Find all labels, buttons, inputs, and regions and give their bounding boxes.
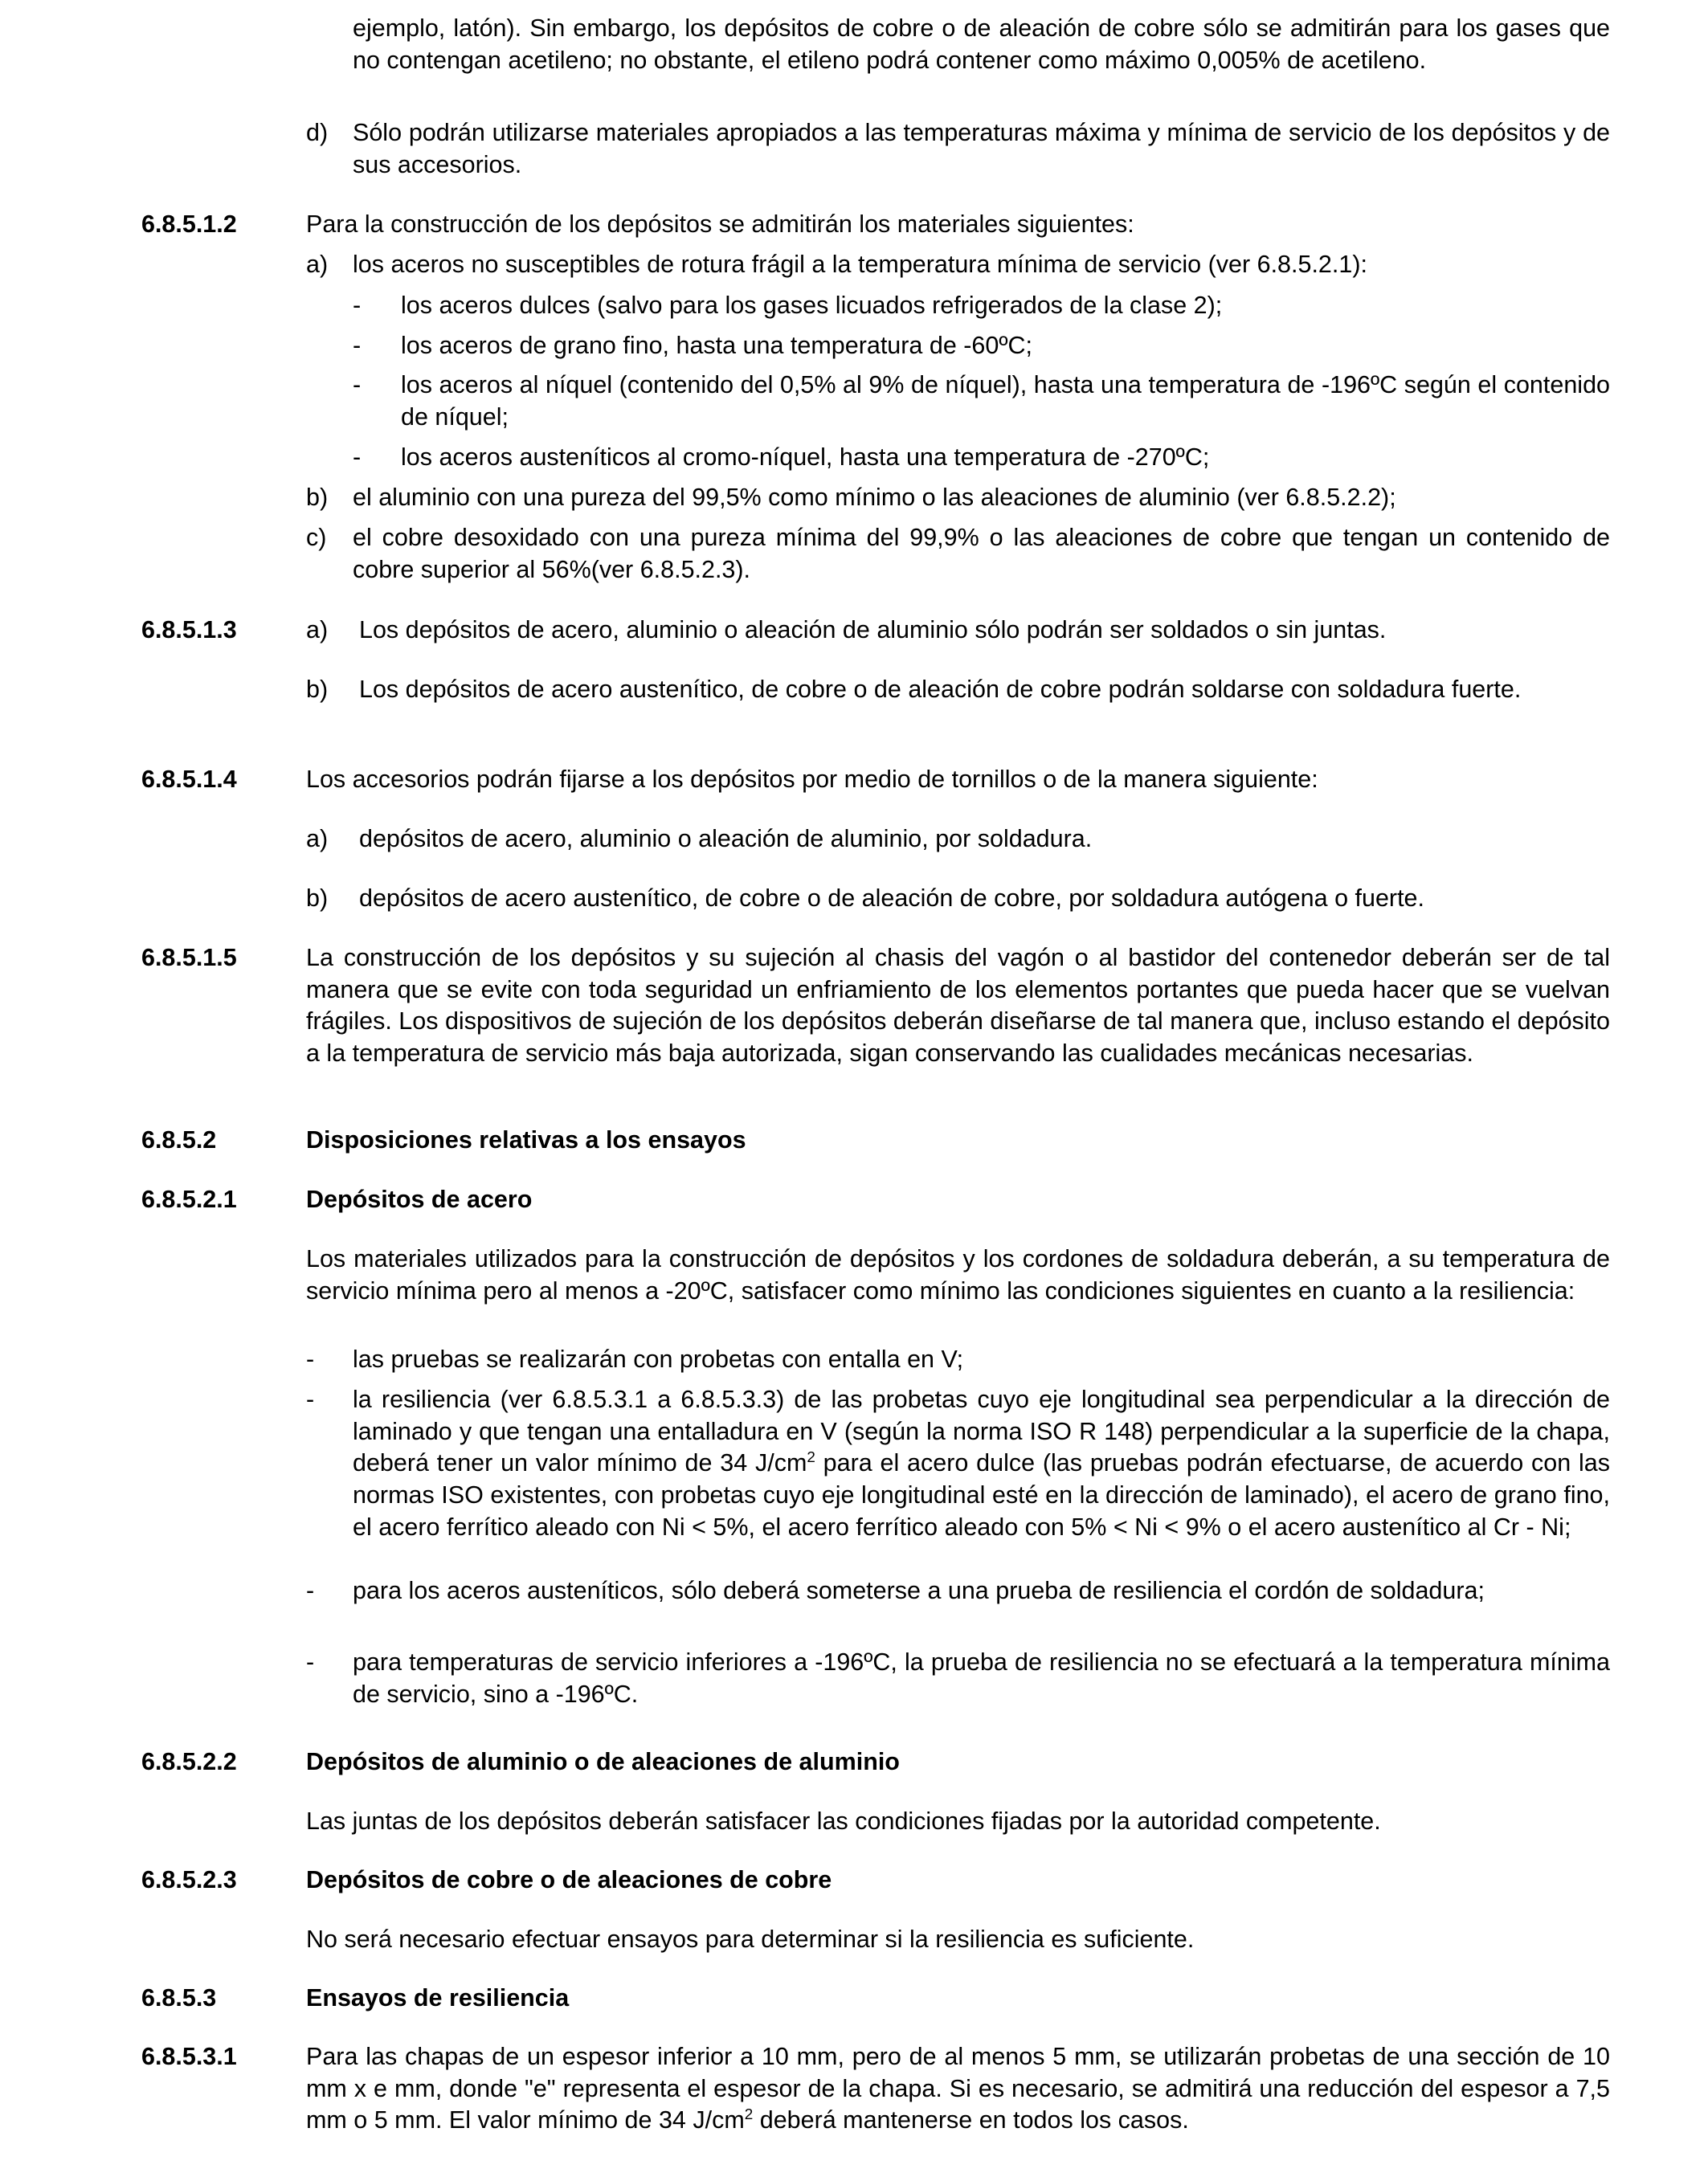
paragraph-text: el cobre desoxidado con una pureza mínima del 99,9% o las aleaciones de cobre que tengan un contenido de cobre superior al 56%(ver 6.8.5.2.3).	[353, 524, 1610, 583]
dash-item	[306, 1575, 1610, 1607]
dash-bullet: -	[306, 1577, 315, 1604]
section-heading: Disposiciones relativas a los ensayos	[306, 1126, 746, 1154]
dash-bullet: -	[353, 371, 362, 398]
section-number: 6.8.5.2.3	[141, 1866, 237, 1893]
paragraph-text: los aceros al níquel (contenido del 0,5% al 9% de níquel), hasta una temperatura de -196ºC según el contenido de níquel;	[401, 371, 1610, 431]
section-heading: Depósitos de aluminio o de aleaciones de aluminio	[306, 1748, 900, 1775]
paragraph-text: Los materiales utilizados para la construcción de depósitos y los cordones de soldadura deberán, a su temperatura de servicio mínima pero al menos a -20ºC, satisfacer como mínimo las condiciones siguientes en cuanto a la resiliencia:	[306, 1245, 1610, 1305]
paragraph-text	[353, 1384, 1610, 1543]
dash-bullet: -	[306, 1386, 315, 1413]
paragraph-text: las pruebas se realizarán con probetas con entalla en V;	[353, 1346, 964, 1373]
text-run: Para las chapas de un espesor inferior a 10 mm, pero de al menos 5 mm, se utilizarán probetas de una sección de 10 mm x e mm, donde "e" representa el espesor de la chapa. Si es necesario, se admitirá una reducción del espesor a 7,5 mm o 5 mm. El valor mínimo de 34 J/cm	[306, 2043, 1610, 2134]
dash-bullet: -	[306, 1346, 315, 1373]
section-number: 6.8.5.1.5	[141, 944, 237, 971]
dash-bullet: -	[306, 1648, 315, 1676]
list-label: d)	[306, 119, 329, 146]
section-heading: Ensayos de resiliencia	[306, 1984, 570, 2012]
paragraph-text: Las juntas de los depósitos deberán satisfacer las condiciones fijadas por la autoridad competente.	[306, 1807, 1381, 1835]
list-label: a)	[306, 616, 329, 643]
section-number: 6.8.5.2.2	[141, 1748, 237, 1775]
dash-item	[306, 1384, 1610, 1543]
paragraph-text: Para la construcción de los depósitos se admitirán los materiales siguientes:	[306, 210, 1134, 238]
list-item-b	[306, 674, 1610, 706]
paragraph-text: Sólo podrán utilizarse materiales apropiados a las temperaturas máxima y mínima de servicio de los depósitos y de sus accesorios.	[353, 119, 1610, 178]
dash-bullet: -	[353, 443, 362, 471]
paragraph-text: Los depósitos de acero, aluminio o aleación de aluminio sólo podrán ser soldados o sin juntas.	[359, 616, 1387, 643]
paragraph-text: depósitos de acero austenítico, de cobre o de aleación de cobre, por soldadura autógena o fuerte.	[359, 884, 1424, 912]
paragraph-text: No será necesario efectuar ensayos para determinar si la resiliencia es suficiente.	[306, 1926, 1195, 1953]
paragraph-text: los aceros dulces (salvo para los gases licuados refrigerados de la clase 2);	[401, 292, 1223, 319]
list-item-a	[306, 823, 1610, 856]
paragraph-text: para los aceros austeníticos, sólo deberá someterse a una prueba de resiliencia el cordón de soldadura;	[353, 1577, 1485, 1604]
list-item-d	[306, 117, 1610, 181]
paragraph-text: los aceros de grano fino, hasta una temperatura de -60ºC;	[401, 332, 1032, 359]
section-number: 6.8.5.1.3	[141, 616, 237, 643]
paragraph-text: los aceros no susceptibles de rotura frágil a la temperatura mínima de servicio (ver 6.8.5.2.1):	[353, 251, 1367, 278]
list-item-a	[306, 249, 1610, 281]
superscript: 2	[807, 1449, 815, 1467]
paragraph-text: La construcción de los depósitos y su sujeción al chasis del vagón o al bastidor del contenedor deberán ser de tal manera que se evite con toda seguridad un enfriamiento de los elementos portantes que pueda hacer que se vuelvan frágiles. Los dispositivos de sujeción de los depósitos deberán diseñarse de tal manera que, incluso estando el depósito a la temperatura de servicio más baja autorizada, sigan conservando las cualidades mecánicas necesarias.	[306, 944, 1610, 1067]
section-number: 6.8.5.1.2	[141, 210, 237, 238]
dash-item	[306, 1647, 1610, 1710]
paragraph-text: el aluminio con una pureza del 99,5% como mínimo o las aleaciones de aluminio (ver 6.8.5.2.2);	[353, 484, 1396, 511]
section-number: 6.8.5.2	[141, 1126, 217, 1154]
section-heading: Depósitos de cobre o de aleaciones de cobre	[306, 1866, 832, 1893]
text-run: deberá mantenerse en todos los casos.	[753, 2106, 1189, 2134]
list-label: a)	[306, 825, 329, 852]
list-label: c)	[306, 524, 327, 551]
dash-item	[353, 330, 1610, 362]
list-item-b	[306, 482, 1610, 514]
list-label: b)	[306, 484, 329, 511]
list-label: a)	[306, 251, 329, 278]
paragraph-text: los aceros austeníticos al cromo-níquel, hasta una temperatura de -270ºC;	[401, 443, 1210, 471]
list-item-c	[306, 522, 1610, 586]
list-item-c-continued	[306, 13, 1610, 76]
section-number: 6.8.5.3	[141, 1984, 217, 2012]
section-number: 6.8.5.3.1	[141, 2043, 237, 2070]
list-item-a	[306, 615, 1610, 647]
paragraph-text: Los depósitos de acero austenítico, de cobre o de aleación de cobre podrán soldarse con soldadura fuerte.	[359, 676, 1522, 703]
list-label: b)	[306, 676, 329, 703]
list-item-b	[306, 883, 1610, 915]
paragraph-text: Los accesorios podrán fijarse a los depósitos por medio de tornillos o de la manera siguiente:	[306, 766, 1318, 793]
superscript: 2	[744, 2106, 754, 2124]
dash-item	[353, 290, 1610, 322]
dash-bullet: -	[353, 332, 362, 359]
section-heading: Depósitos de acero	[306, 1186, 533, 1213]
dash-item	[306, 1344, 1610, 1376]
text-run: la resiliencia (ver 6.8.5.3.1 a 6.8.5.3.3) de las probetas cuyo eje longitudinal sea perpendicular a la dirección de laminado y que tengan una entalladura en V (según la norma ISO R 148) perpendicular a la superficie de la chapa, deberá tener un valor mínimo de 34 J/cm	[353, 1386, 1610, 1477]
section-number: 6.8.5.1.4	[141, 766, 237, 793]
paragraph-text: para temperaturas de servicio inferiores a -196ºC, la prueba de resiliencia no se efectuará a la temperatura mínima de servicio, sino a -196ºC.	[353, 1648, 1610, 1708]
section-number: 6.8.5.2.1	[141, 1186, 237, 1213]
list-label: b)	[306, 884, 329, 912]
dash-item	[353, 442, 1610, 474]
dash-bullet: -	[353, 292, 362, 319]
paragraph-text: ejemplo, latón). Sin embargo, los depósitos de cobre o de aleación de cobre sólo se admitirán para los gases que no contengan acetileno; no obstante, el etileno podrá contener como máximo 0,005% de acetileno.	[353, 14, 1610, 74]
text-run: para el acero dulce (las pruebas podrán efectuarse, de acuerdo con las normas ISO existentes, con probetas cuyo eje longitudinal esté en la dirección de laminado), el acero de grano fino, el acero ferrítico aleado con Ni < 5%, el acero ferrítico aleado con 5% < Ni < 9% o el acero austenítico al Cr - Ni;	[353, 1449, 1611, 1541]
paragraph-text: depósitos de acero, aluminio o aleación de aluminio, por soldadura.	[359, 825, 1093, 852]
paragraph-text	[306, 2041, 1610, 2137]
dash-item	[353, 370, 1610, 433]
